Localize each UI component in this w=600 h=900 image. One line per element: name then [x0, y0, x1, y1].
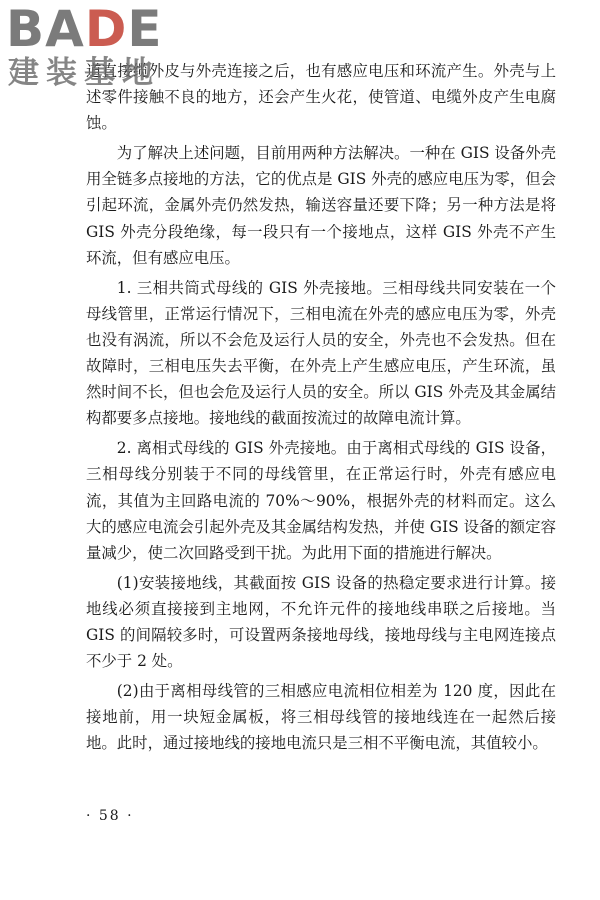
page-number: · 58 ·	[86, 808, 134, 824]
paragraph-three-phase-common: 1. 三相共筒式母线的 GIS 外壳接地。三相母线共同安装在一个母线管里，正常运行情况下，三相电流在外壳的感应电压为零，外壳也没有涡流，所以不会危及运行人员的安全，外壳也不会发热。但在故障时，三相电压失去平衡，在外壳上产生感应电压，产生环流，虽然时间不长，但也会危及运行人员的安全。所以 GIS 外壳及其金属结构都要多点接地。接地线的截面按流过的故障电流计算。	[86, 278, 556, 428]
paragraph-measure-2: (2)由于离相母线管的三相感应电流相位相差为 120 度，因此在接地前，用一块短金属板，将三相母线管的接地线连在一起然后接地。此时，通过接地线的接地电流只是三相不平衡电流，其值较小。	[86, 682, 556, 753]
paragraph-measure-1: (1)安装接地线，其截面按 GIS 设备的热稳定要求进行计算。接地线必须直接接到主地网，不允许元件的接地线串联之后接地。当 GIS 的间隔较多时，可设置两条接地母线，接地母线与主电网连接点不少于 2 处。	[86, 573, 556, 671]
paragraph-isolated-phase: 2. 离相式母线的 GIS 外壳接地。由于离相式母线的 GIS 设备，三相母线分别装于不同的母线管里，在正常运行时，外壳有感应电流，其值为主回路电流的 70%～90%，根据外壳的材料而定。这么大的感应电流会引起外壳及其金属结构发热，并使 GIS 设备的额定容量减少，使二次回路受到干扰。为此用下面的措施进行解决。	[86, 439, 556, 562]
watermark-logo	[6, 2, 176, 94]
paragraph-continuation: 道直接缆外皮与外壳连接之后，也有感应电压和环流产生。外壳与上述零件接触不良的地方，还会产生火花，使管道、电缆外皮产生电腐蚀。	[86, 62, 556, 133]
paragraph-solutions: 为了解决上述问题，目前用两种方法解决。一种在 GIS 设备外壳用全链多点接地的方法，它的优点是 GIS 外壳的感应电压为零，但会引起环流，金属外壳仍然发热，输送容量还要下降；另一种方法是将 GIS 外壳分段绝缘，每一段只有一个接地点，这样 GIS 外壳不产生环流，但有感应电压。	[86, 144, 556, 267]
logo-subtitle: 建装基地	[8, 55, 160, 91]
body-text	[86, 58, 556, 760]
logo-wordmark: BADE	[6, 0, 163, 58]
